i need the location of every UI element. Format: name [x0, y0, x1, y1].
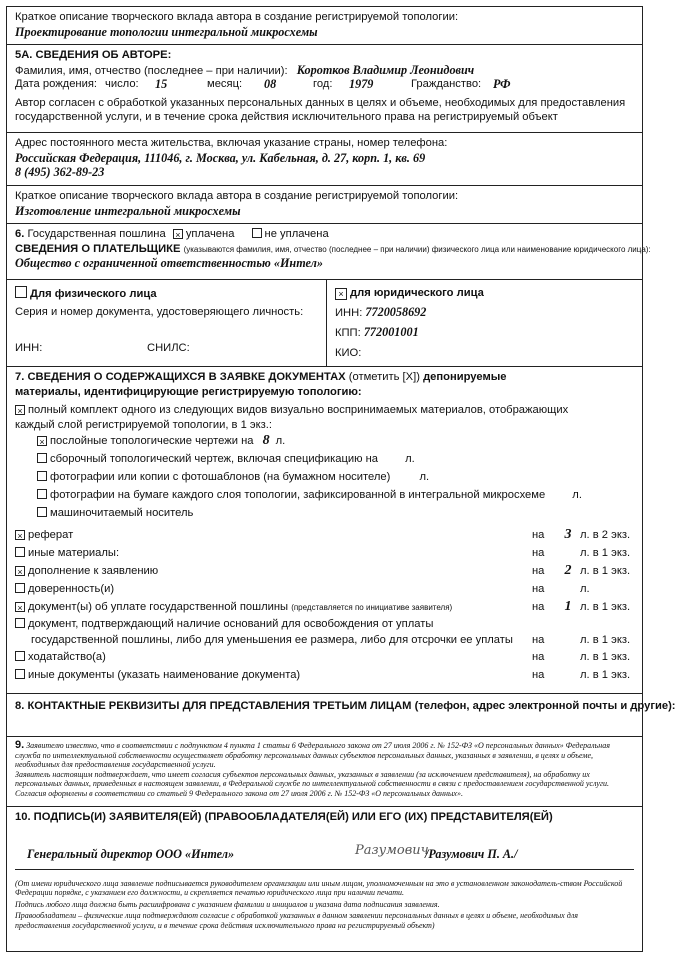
payer-title: СВЕДЕНИЯ О ПЛАТЕЛЬЩИКЕ	[15, 242, 181, 255]
exemption-item-line-2	[15, 632, 634, 648]
citizenship-value: РФ	[493, 77, 511, 91]
author-name-line	[15, 63, 634, 78]
registration-form	[6, 6, 676, 952]
document-item	[15, 526, 634, 544]
document-item-label: доверенность(и)	[28, 583, 115, 595]
individual-line	[15, 286, 318, 301]
top-contribution-section	[7, 7, 642, 45]
kpp-label: КПП:	[335, 327, 361, 339]
assembly-drawing-unit: л.	[405, 453, 415, 465]
document-item-count: л. в 1 экз.	[580, 601, 631, 613]
signature-note-3: Правообладатели – физические лица подтверждают согласие с обработкой указанных в данном заявлении персональных данных в целях и объеме, необходимых для предоставления государственной услуги, и в течение срока действия исключительного права на регистрируемый объект)	[15, 911, 578, 930]
document-item	[15, 544, 634, 562]
document-item-na: на	[532, 565, 545, 577]
document-item-num: 2	[564, 563, 572, 578]
contacts-title	[15, 699, 676, 714]
signature-underline	[15, 869, 634, 870]
photo-layers-item	[37, 486, 634, 504]
section9-number: 9.	[15, 739, 25, 751]
document-item-na: на	[532, 529, 545, 541]
petition-label: ходатайство(а)	[28, 651, 106, 663]
material-types-list	[37, 432, 634, 522]
citizenship-label: Гражданство:	[411, 78, 482, 90]
document-item-label: документ(ы) об уплате государственной пошлины	[28, 601, 289, 613]
fee-number: 6.	[15, 228, 25, 240]
contacts-section	[7, 694, 676, 737]
contacts-title-bold: 8. КОНТАКТНЫЕ РЕКВИЗИТЫ ДЛЯ ПРЕДСТАВЛЕНИЯ ТРЕТЬИМ ЛИЦАМ	[15, 700, 412, 712]
layer-drawings-count: 8	[262, 433, 270, 448]
payer-note: (указываются фамилия, имя, отчество (последнее – при наличии) физического лица или наименование юридического лица):	[183, 244, 651, 254]
document-item-na: на	[532, 583, 545, 595]
document-item-na: на	[532, 547, 545, 559]
other-docs-count: л. в 1 экз.	[580, 669, 631, 681]
document-item-label: дополнение к заявлению	[28, 565, 159, 577]
exemption-label-2: государственной пошлины, либо для уменьшения ее размера, либо для отсрочки ее уплаты	[31, 634, 513, 646]
photomask-checkbox[interactable]	[37, 471, 47, 481]
petition-na: на	[532, 651, 545, 663]
signature-title: 10. ПОДПИСЬ(И) ЗАЯВИТЕЛЯ(ЕЙ) (ПРАВООБЛАДАТЕЛЯ(ЕЙ) ИЛИ ЕГО (ИХ) ПРЕДСТАВИТЕЛЯ(ЕЙ)	[15, 811, 553, 823]
payer-value: Общество с ограниченной ответственностью «Интел»	[15, 256, 323, 270]
layer-drawings-checkbox[interactable]: ×	[37, 436, 47, 446]
document-item-count: л. в 1 экз.	[580, 547, 631, 559]
document-item-num: 3	[564, 527, 572, 542]
photomask-item	[37, 468, 634, 486]
payer-title-line	[15, 242, 651, 257]
other-docs-checkbox[interactable]	[15, 669, 25, 679]
petition-checkbox[interactable]	[15, 651, 25, 661]
assembly-drawing-item	[37, 450, 634, 468]
author-dob-line	[15, 77, 634, 92]
document-item-count: л.	[580, 583, 590, 595]
document-item-num: 1	[564, 599, 572, 614]
personal-data-p2: Заявитель настоящим подтверждает, что имеет согласия субъектов персональных данных, указанных в заявлении (за исключением представителя), на обработку их персональных данных, приведенных в настоящем заявлении, в Федеральной службе по интеллектуальной собственности в связи с предоставлением государственной услуги. Согласия оформлены в соответствии со статьей 9 Федерального закона от 27 июля 2006 г. № 152-ФЗ «О персональных данных».	[15, 769, 610, 798]
signer-position: Генеральный директор ООО «Интел»	[27, 846, 235, 861]
petition-count: л. в 1 экз.	[580, 651, 631, 663]
year-value: 1979	[349, 77, 374, 91]
day-label: число:	[105, 78, 139, 90]
legal-checkbox[interactable]: ×	[335, 288, 347, 300]
personal-data-section	[7, 737, 642, 807]
document-item	[15, 580, 634, 598]
document-item-count: л. в 1 экз.	[580, 565, 631, 577]
other-docs-na: на	[532, 669, 545, 681]
individual-doc-label: Серия и номер документа, удостоверяющего личность:	[15, 305, 304, 318]
machine-carrier-item	[37, 504, 634, 522]
documents-title-deposit: депонируемые	[423, 371, 507, 383]
documents-title-mark: (отметить [X])	[345, 371, 424, 383]
document-item	[15, 562, 634, 580]
layer-drawings-item	[37, 432, 634, 450]
author-section	[7, 45, 642, 133]
petition-item	[15, 648, 634, 666]
photo-layers-label: фотографии на бумаге каждого слоя топологии, зафиксированной в интегральной микросхеме	[50, 489, 546, 501]
address-value-line-2: 8 (495) 362-89-23	[15, 165, 105, 179]
photo-layers-checkbox[interactable]	[37, 489, 47, 499]
address-value-line-1: Российская Федерация, 111046, г. Москва, ул. Кабельная, д. 27, корп. 1, кв. 69	[15, 150, 426, 165]
photomask-unit: л.	[419, 471, 430, 483]
personal-data-p1: Заявителю известно, что в соответствии с подпунктом 4 пункта 1 статьи 6 Федерального закона от 27 июля 2006 г. № 152-ФЗ «О персональных данных» Федеральная служба по интеллектуальной собственности осуществляет обработку персональных данных субъектов персональных данных, указанных в заявлении, в целях и объеме, необходимых для предоставления государственной услуги.	[15, 741, 610, 770]
full-set-checkbox[interactable]: ×	[15, 405, 25, 415]
exemption-na: на	[532, 634, 545, 646]
individual-label: Для физического лица	[30, 288, 157, 300]
month-value: 08	[264, 77, 277, 91]
payer-details-section	[7, 280, 642, 367]
document-item-label: реферат	[28, 529, 74, 541]
legal-inn-line	[335, 305, 634, 320]
signature-note-1: (От имени юридического лица заявление подписывается руководителем организации или иным лицом, уполномоченным на это в установленном законодатель-ством Российской Федерации порядке, с указанием его должности, и скрепляется печатью юридического лица при наличии печати.	[15, 878, 623, 898]
individual-checkbox[interactable]	[15, 286, 27, 298]
fee-section	[7, 224, 651, 280]
legal-payer-block	[327, 280, 642, 366]
top-contribution-label: Краткое описание творческого вклада автора в создание регистрируемой топологии:	[15, 11, 459, 23]
document-item-count: л. в 2 экз.	[580, 529, 631, 541]
document-item-checkbox[interactable]: ×	[15, 530, 25, 540]
signer-name: /Разумович П. А./	[425, 846, 518, 861]
documents-title-line-2: материалы, идентифицирующие регистрируемую топологию:	[15, 385, 362, 398]
consent-line-2: государственной услуги, и в течение срока действия исключительного права на регистрируемый объект	[15, 111, 558, 123]
documents-title-line	[15, 370, 634, 385]
document-item-checkbox[interactable]: ×	[15, 602, 25, 612]
address-section	[7, 133, 642, 186]
machine-carrier-label: машиночитаемый носитель	[50, 507, 194, 519]
legal-inn-value: 7720058692	[365, 304, 427, 319]
document-item-checkbox[interactable]: ×	[15, 566, 25, 576]
year-label: год:	[313, 78, 333, 90]
other-docs-item	[15, 666, 634, 684]
signature-note-2: Подпись любого лица должна быть расшифрована с указанием фамилии и инициалов и указана дата подписания заявления.	[15, 899, 440, 909]
assembly-drawing-checkbox[interactable]	[37, 453, 47, 463]
individual-inn-label: ИНН:	[15, 342, 43, 354]
fee-label: Государственная пошлина	[27, 228, 166, 240]
document-item-label: иные материалы:	[28, 547, 120, 559]
document-item-note: (представляется по инициативе заявителя)	[291, 603, 453, 612]
photomask-label: фотографии или копии с фотошаблонов (на бумажном носителе)	[50, 471, 391, 483]
dob-label: Дата рождения:	[15, 78, 98, 90]
signature-section	[7, 807, 642, 951]
author-title: 5А. СВЕДЕНИЯ ОБ АВТОРЕ:	[15, 49, 172, 61]
top-contribution-value: Проектирование топологии интегральной микросхемы	[15, 24, 318, 39]
handwritten-signature: Разумович	[355, 842, 429, 858]
exemption-label-1: документ, подтверждающий наличие оснований для освобождения от уплаты	[28, 618, 434, 630]
kio-label: КИО:	[335, 346, 362, 359]
day-value: 15	[155, 77, 168, 91]
full-set-line-2: каждый слой регистрируемой топологии, в 1 экз.:	[15, 418, 273, 431]
consent-line-1: Автор согласен с обработкой указанных персональных данных в целях и объеме, необходимых для предоставления	[15, 96, 626, 109]
legal-inn-label: ИНН:	[335, 306, 363, 319]
contribution-value: Изготовление интегральной микросхемы	[15, 203, 241, 218]
fee-paid-label: уплачена	[185, 228, 235, 240]
legal-line	[335, 286, 634, 301]
contacts-title-normal: (телефон, адрес электронной почты и другие):	[411, 700, 676, 712]
layer-drawings-unit: л.	[275, 435, 286, 447]
layer-drawings-label: послойные топологические чертежи на	[50, 435, 254, 447]
author-name-label: Фамилия, имя, отчество (последнее – при наличии):	[15, 64, 288, 77]
document-item-checkbox[interactable]	[15, 547, 25, 557]
individual-snils-label: СНИЛС:	[147, 342, 190, 354]
month-label: месяц:	[207, 78, 243, 90]
exemption-checkbox[interactable]	[15, 618, 25, 628]
full-set-line-1	[15, 403, 634, 418]
machine-carrier-checkbox[interactable]	[37, 507, 47, 517]
document-item	[15, 598, 634, 616]
address-label: Адрес постоянного места жительства, включая указание страны, номер телефона:	[15, 137, 448, 149]
individual-payer-block	[7, 280, 327, 366]
other-docs-label: иные документы (указать наименование документа)	[28, 669, 301, 681]
exemption-count: л. в 1 экз.	[580, 634, 631, 646]
document-item-checkbox[interactable]	[15, 583, 25, 593]
photo-layers-unit: л.	[572, 489, 582, 501]
kpp-value: 772001001	[363, 325, 419, 339]
fee-paid-checkbox[interactable]: ×	[173, 229, 183, 239]
fee-unpaid-label: не уплачена	[264, 228, 329, 240]
exemption-item	[15, 616, 634, 632]
documents-section	[7, 367, 642, 694]
legal-label: для юридического лица	[350, 287, 484, 299]
document-item-na: на	[532, 601, 545, 613]
fee-unpaid-checkbox[interactable]	[252, 228, 262, 238]
personal-data-p1-wrap	[15, 741, 634, 770]
assembly-drawing-label: сборочный топологический чертеж, включая спецификацию на	[50, 453, 379, 465]
fee-line	[15, 227, 634, 242]
full-set-text-1: полный комплект одного из следующих видов визуально воспринимаемых материалов, отображающих	[28, 404, 569, 416]
contribution-section	[7, 186, 642, 224]
attached-documents-list	[15, 526, 634, 684]
contribution-label: Краткое описание творческого вклада автора в создание регистрируемой топологии:	[15, 190, 459, 202]
author-name-value: Коротков Владимир Леонидович	[296, 62, 475, 77]
documents-title: 7. СВЕДЕНИЯ О СОДЕРЖАЩИХСЯ В ЗАЯВКЕ ДОКУМЕНТАХ	[15, 371, 346, 383]
kpp-line	[335, 325, 634, 340]
signature-line	[15, 825, 634, 879]
